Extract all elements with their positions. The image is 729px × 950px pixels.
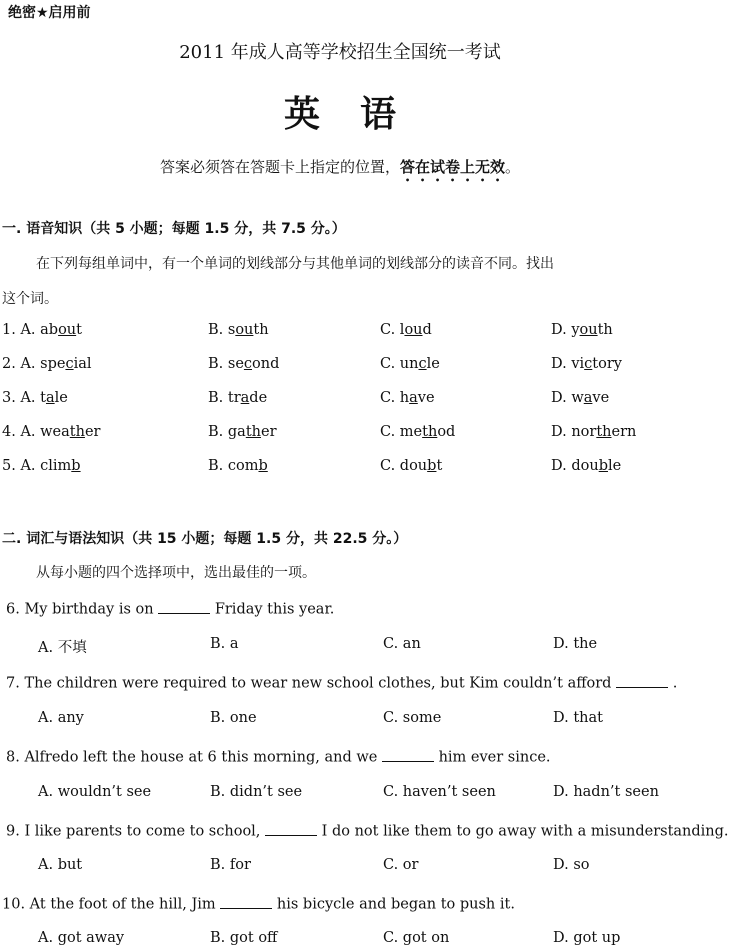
word-part: od	[437, 424, 456, 440]
word-part: t	[40, 390, 46, 406]
phonetics-option	[208, 424, 277, 440]
stem-text: 10. At the foot of the hill, Jim	[2, 896, 216, 913]
notice-end: 。	[505, 158, 521, 176]
stem-text: Friday this year.	[214, 601, 335, 618]
word-part: clim	[40, 458, 72, 474]
word-part: spe	[40, 356, 66, 372]
word-part: er	[260, 424, 277, 440]
answer-option: C. some	[383, 710, 442, 726]
answer-blank	[220, 893, 272, 909]
option-letter: C.	[380, 356, 396, 372]
option-letter: B.	[208, 424, 224, 440]
section2-instruction: 从每小题的四个选择项中，选出最佳的一项。	[36, 565, 316, 581]
answer-option: A. any	[38, 710, 84, 726]
option-letter: C.	[380, 390, 396, 406]
answer-option: A. 不填	[38, 640, 87, 656]
answer-option: A. but	[38, 857, 83, 873]
option-letter: D.	[551, 458, 567, 474]
phonetics-option	[380, 458, 442, 474]
word-part: nor	[571, 424, 597, 440]
word-part: ial	[73, 356, 92, 372]
phonetics-option	[208, 390, 267, 406]
answer-option: D. that	[553, 710, 603, 726]
word-part: d	[422, 322, 432, 338]
section2-heading: 二. 词汇与语法知识（共 15 小题；每题 1.5 分，共 22.5 分。）	[2, 531, 408, 547]
answer-blank	[616, 672, 668, 688]
word-part: er	[84, 424, 101, 440]
phonetics-option	[551, 356, 622, 372]
word-part: w	[571, 390, 584, 406]
word-part: t	[76, 322, 82, 338]
word-part: ve	[592, 390, 610, 406]
answer-option: B. a	[210, 636, 239, 652]
question-stem	[6, 820, 729, 840]
answer-notice	[0, 156, 680, 185]
phonetics-option	[380, 424, 455, 440]
phonetics-option	[2, 424, 100, 440]
stem-text: .	[672, 675, 678, 692]
underlined-part: ou	[58, 322, 77, 338]
stem-text: 6. My birthday is on	[6, 601, 154, 618]
answer-option: D. the	[553, 636, 598, 652]
stem-text: 8. Alfredo left the house at 6 this morning, and we	[6, 749, 378, 766]
underlined-part: a	[45, 390, 55, 406]
answer-option: D. hadn’t seen	[553, 784, 659, 800]
answer-option: B. one	[210, 710, 257, 726]
answer-option: B. got off	[210, 930, 278, 946]
underlined-part: a	[583, 390, 593, 406]
answer-blank	[265, 820, 317, 836]
question-stem	[2, 893, 515, 913]
word-part: le	[54, 390, 68, 406]
word-part: t	[436, 458, 443, 474]
option-letter: C.	[380, 322, 396, 338]
word-part: th	[253, 322, 269, 338]
underlined-part: c	[65, 356, 74, 372]
word-part: de	[249, 390, 268, 406]
answer-option: D. got up	[553, 930, 621, 946]
answer-option: B. for	[210, 857, 251, 873]
section1-heading: 一. 语音知识（共 5 小题；每题 1.5 分，共 7.5 分。）	[2, 221, 346, 237]
word-part: ond	[252, 356, 280, 372]
option-letter: D.	[551, 356, 567, 372]
phonetics-option	[208, 458, 268, 474]
option-letter: 1. A.	[2, 322, 36, 338]
word-part: s	[227, 322, 236, 338]
word-part: wea	[40, 424, 70, 440]
word-part: th	[597, 322, 613, 338]
word-part: se	[227, 356, 244, 372]
word-part: com	[227, 458, 259, 474]
option-letter: D.	[551, 424, 567, 440]
confidential-label: 绝密★启用前	[8, 5, 91, 21]
question-stem	[6, 746, 551, 766]
option-letter: C.	[380, 458, 396, 474]
word-part: y	[571, 322, 580, 338]
section1-instruction-cont: 这个词。	[2, 291, 58, 307]
word-part: vi	[571, 356, 585, 372]
phonetics-option	[208, 322, 269, 338]
word-part: le	[607, 458, 622, 474]
notice-text: 答案必须答在答题卡上指定的位置，	[159, 158, 400, 176]
section1-instruction: 在下列每组单词中，有一个单词的划线部分与其他单词的划线部分的读音不同。找出	[36, 256, 554, 272]
word-part: dou	[399, 458, 428, 474]
underlined-part: a	[240, 390, 250, 406]
word-part: me	[399, 424, 423, 440]
phonetics-option	[380, 322, 432, 338]
stem-text: 9. I like parents to come to school,	[6, 823, 261, 840]
answer-blank	[158, 598, 210, 614]
phonetics-option	[380, 390, 435, 406]
exam-title: 2011 年成人高等学校招生全国统一考试	[179, 42, 501, 63]
word-part: ern	[611, 424, 637, 440]
stem-text: 7. The children were required to wear new school clothes, but Kim couldn’t afford	[6, 675, 612, 692]
answer-blank	[382, 746, 434, 762]
underlined-part: th	[245, 424, 261, 440]
option-letter: D.	[551, 322, 567, 338]
word-part: tory	[592, 356, 622, 372]
phonetics-option	[551, 458, 621, 474]
option-letter: B.	[208, 322, 224, 338]
phonetics-option	[2, 390, 68, 406]
phonetics-option	[2, 458, 81, 474]
underlined-part: ou	[404, 322, 423, 338]
subject-title: 英语	[283, 93, 436, 135]
word-part: ab	[40, 322, 59, 338]
option-letter: B.	[208, 390, 224, 406]
phonetics-option	[2, 356, 92, 372]
word-part: l	[399, 322, 405, 338]
phonetics-option	[551, 322, 613, 338]
answer-option: A. got away	[38, 930, 125, 946]
underlined-part: th	[422, 424, 438, 440]
phonetics-option	[380, 356, 440, 372]
underlined-part: b	[598, 458, 608, 474]
option-letter: 3. A.	[2, 390, 36, 406]
option-letter: 5. A.	[2, 458, 36, 474]
word-part: un	[399, 356, 419, 372]
phonetics-option	[2, 322, 82, 338]
notice-emphasis: 答在试卷上无效	[399, 158, 505, 176]
word-part: ga	[227, 424, 246, 440]
option-letter: 4. A.	[2, 424, 36, 440]
phonetics-option	[551, 390, 609, 406]
word-part: ve	[417, 390, 435, 406]
phonetics-option	[551, 424, 636, 440]
underlined-part: ou	[235, 322, 254, 338]
option-letter: 2. A.	[2, 356, 36, 372]
underlined-part: ou	[579, 322, 598, 338]
option-letter: B.	[208, 458, 224, 474]
answer-option: C. haven’t seen	[383, 784, 496, 800]
word-part: dou	[571, 458, 599, 474]
question-stem	[6, 598, 334, 618]
stem-text: I do not like them to go away with a misunderstanding.	[321, 823, 729, 840]
underlined-part: th	[69, 424, 85, 440]
answer-option: C. an	[383, 636, 421, 652]
option-letter: C.	[380, 424, 396, 440]
answer-option: B. didn’t see	[210, 784, 303, 800]
underlined-part: b	[258, 458, 268, 474]
answer-option: C. or	[383, 857, 419, 873]
answer-option: D. so	[553, 857, 590, 873]
question-stem	[6, 672, 677, 692]
answer-option: C. got on	[383, 930, 450, 946]
option-letter: B.	[208, 356, 224, 372]
word-part: tr	[227, 390, 241, 406]
stem-text: his bicycle and began to push it.	[276, 896, 515, 913]
answer-option: A. wouldn’t see	[38, 784, 152, 800]
underlined-part: b	[71, 458, 81, 474]
underlined-part: b	[427, 458, 437, 474]
word-part: h	[399, 390, 410, 406]
underlined-part: c	[243, 356, 253, 372]
word-part: le	[426, 356, 440, 372]
underlined-part: c	[584, 356, 593, 372]
option-letter: D.	[551, 390, 567, 406]
stem-text: him ever since.	[438, 749, 551, 766]
underlined-part: a	[409, 390, 418, 406]
underlined-part: c	[418, 356, 427, 372]
phonetics-option	[208, 356, 279, 372]
underlined-part: th	[596, 424, 612, 440]
